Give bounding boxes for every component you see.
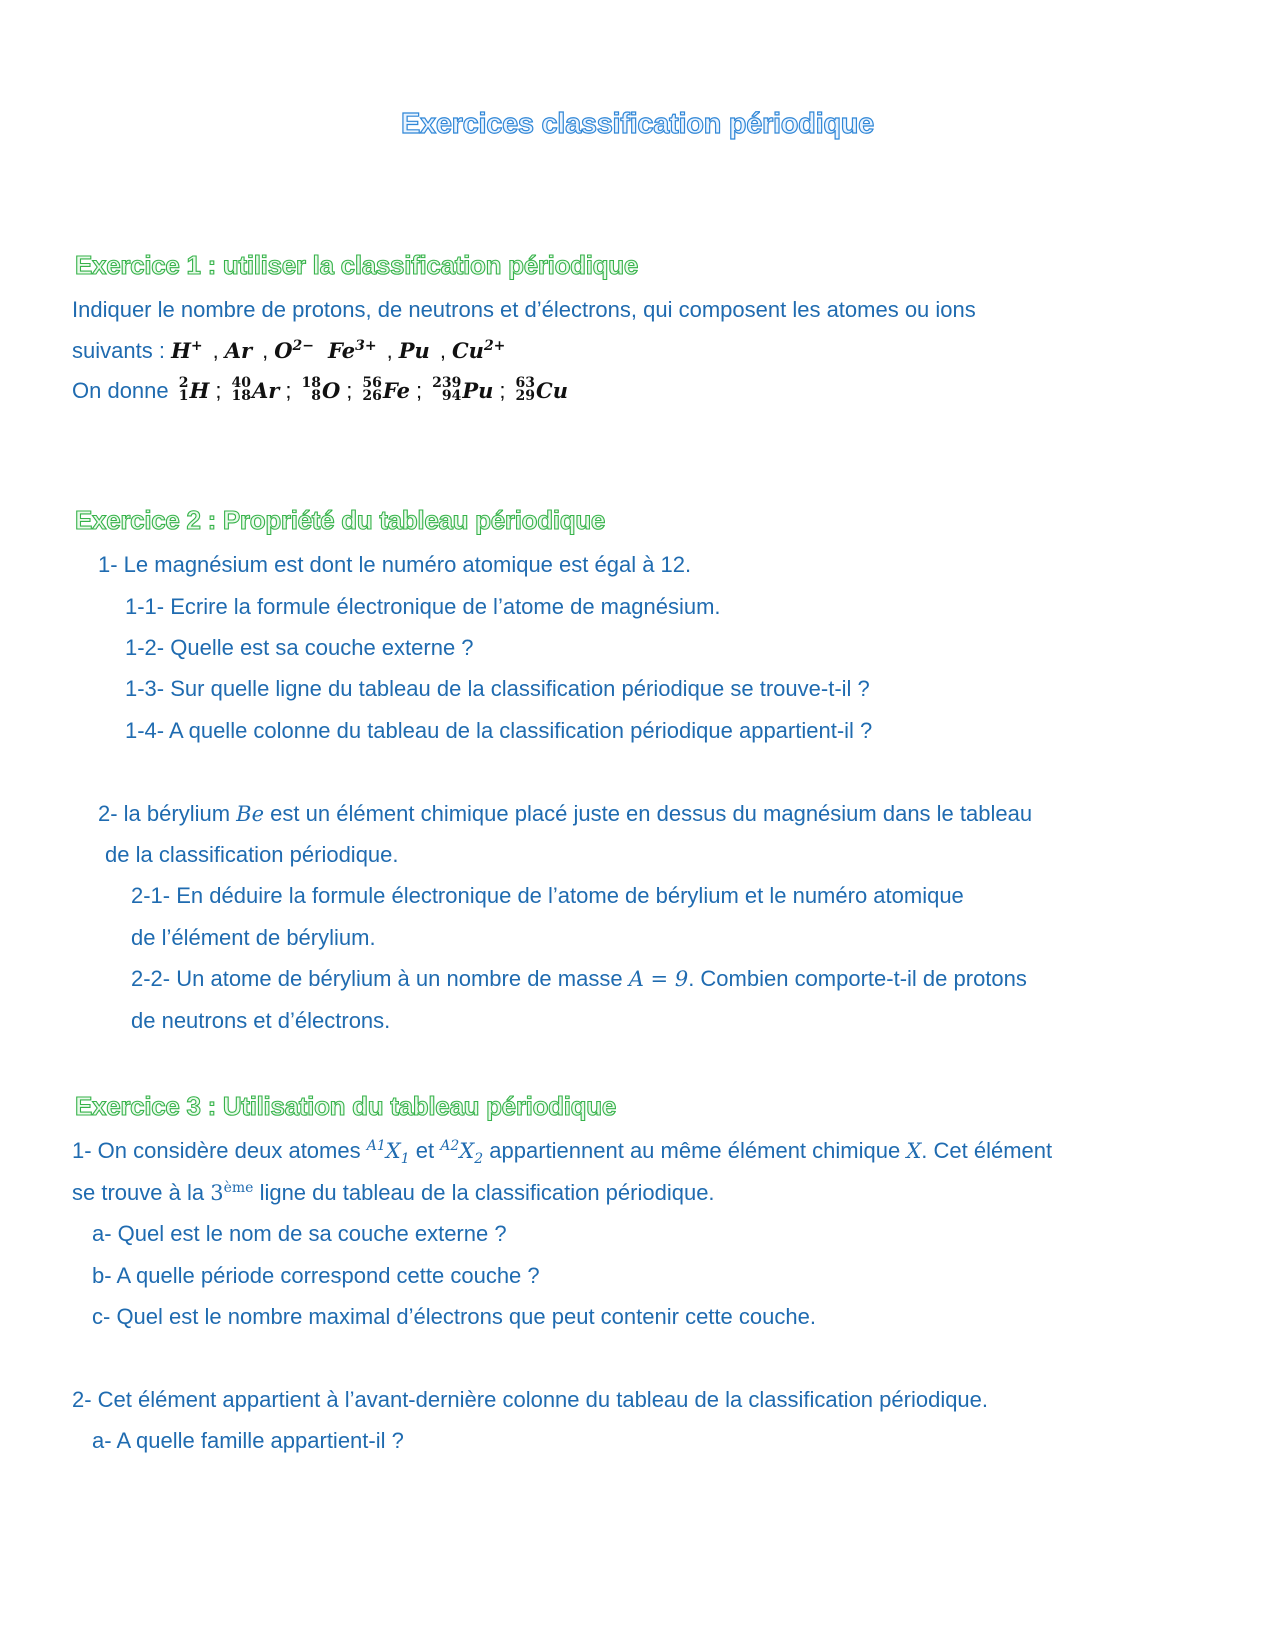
nuclide-cu bbox=[515, 375, 568, 405]
atomic-number: 1 bbox=[178, 388, 189, 405]
ion-pu: Pu bbox=[398, 338, 430, 363]
element-symbol: Pu bbox=[462, 378, 494, 403]
nuclide-o bbox=[301, 375, 341, 405]
exercise-3-q2: 2- Cet élément appartient à l’avant-dernière colonne du tableau de la classification périodique. bbox=[72, 1387, 989, 1412]
ion-fe: $Fe^{3+}$ bbox=[328, 338, 377, 363]
row-number-suffix: ème bbox=[223, 1180, 254, 1196]
mass-number: 2 bbox=[178, 375, 189, 392]
element-symbol: O bbox=[321, 378, 341, 403]
ion-charge: 2+ bbox=[483, 338, 506, 354]
exercise-2-q2-2-line2: de neutrons et d’électrons. bbox=[131, 1008, 391, 1033]
atomic-number: 8 bbox=[311, 388, 321, 405]
q2-rest: est un élément chimique placé juste en dessus du magnésium dans le tableau bbox=[270, 801, 1033, 826]
ion-h: H+ bbox=[171, 338, 203, 363]
exercise-2-q1-1: 1-1- Ecrire la formule électronique de l’atome de magnésium. bbox=[125, 594, 721, 619]
q1-et: et bbox=[415, 1138, 435, 1163]
mass-number: 63 bbox=[515, 375, 535, 392]
exercise-2-q2-2-line1 bbox=[131, 966, 1027, 992]
separator: ; bbox=[346, 378, 353, 403]
row-number-value: 3 bbox=[210, 1181, 224, 1205]
q1-line2-start: se trouve à la bbox=[72, 1180, 205, 1205]
ion-ar: Ar bbox=[224, 338, 253, 363]
ion-cu: $Cu^{2+}$ bbox=[451, 338, 506, 363]
exercise-2-title: Exercice 2 : Propriété du tableau périodique bbox=[75, 505, 606, 535]
q1-line2-end: ligne du tableau de la classification périodique. bbox=[259, 1180, 715, 1205]
element-symbol: Ar bbox=[251, 378, 280, 403]
beryllium-symbol: Be bbox=[236, 802, 265, 826]
mass-number: 18 bbox=[301, 375, 321, 392]
mass-number: 56 bbox=[362, 375, 382, 392]
atom-2-index: 2 bbox=[474, 1151, 484, 1168]
q2-start: 2- la bérylium bbox=[98, 801, 231, 826]
exercise-2-q2-line1 bbox=[98, 801, 1032, 827]
atomic-number: 26 bbox=[362, 388, 382, 405]
atomic-number: 29 bbox=[515, 388, 535, 405]
separator: ; bbox=[415, 378, 423, 403]
exercise-1-title: Exercice 1 : utiliser la classification périodique bbox=[75, 250, 639, 280]
q2-2-start: 2-2- Un atome de bérylium à un nombre de masse bbox=[131, 966, 623, 991]
separator: , bbox=[386, 338, 393, 363]
atom-1 bbox=[366, 1138, 410, 1168]
separator: , bbox=[439, 338, 446, 363]
exercise-1-instruction: Indiquer le nombre de protons, de neutrons et d’électrons, qui composent les atomes ou ions bbox=[72, 297, 976, 322]
exercise-3-qc: c- Quel est le nombre maximal d’électrons que peut contenir cette couche. bbox=[92, 1304, 816, 1329]
atomic-number: 94 bbox=[441, 388, 462, 405]
atomic-number: 18 bbox=[231, 388, 251, 405]
nuclide-ar bbox=[231, 375, 280, 405]
q2-2-rest: . Combien comporte-t-il de protons bbox=[688, 966, 1027, 991]
exercise-3-q2a: a- A quelle famille appartient-il ? bbox=[92, 1428, 404, 1453]
exercise-2-q1-2: 1-2- Quelle est sa couche externe ? bbox=[125, 635, 474, 660]
nuclide-list bbox=[175, 375, 568, 405]
exercise-2-q1-4: 1-4- A quelle colonne du tableau de la classification périodique appartient-il ? bbox=[125, 718, 873, 743]
mass-number: 40 bbox=[231, 375, 251, 392]
element-symbol: Fe bbox=[382, 378, 410, 403]
atom-1-index: 1 bbox=[400, 1151, 410, 1168]
separator: , bbox=[262, 338, 269, 363]
atom-1-mass: A1 bbox=[366, 1138, 386, 1154]
exercise-3-qa: a- Quel est le nom de sa couche externe ? bbox=[92, 1221, 507, 1246]
ion-charge: + bbox=[190, 338, 203, 354]
q1-start: 1- On considère deux atomes bbox=[72, 1138, 361, 1163]
exercise-2-q2-line2: de la classification périodique. bbox=[105, 842, 399, 867]
exercise-2-q1: 1- Le magnésium est dont le numéro atomique est égal à 12. bbox=[98, 552, 692, 577]
ions-prefix: suivants : bbox=[72, 338, 165, 363]
nuclide-h bbox=[178, 375, 210, 405]
element-symbol: Cu bbox=[536, 378, 568, 403]
nuclide-fe bbox=[362, 375, 410, 405]
ions-list bbox=[171, 338, 509, 363]
q1-mid: appartiennent au même élément chimique bbox=[489, 1138, 901, 1163]
ion-charge: 2− bbox=[292, 338, 315, 354]
row-number bbox=[210, 1181, 253, 1205]
ion-o: $O^{2-}$ bbox=[274, 338, 315, 363]
exercise-3-title: Exercice 3 : Utilisation du tableau périodique bbox=[75, 1091, 616, 1121]
exercise-2-q2-1-line2: de l’élément de bérylium. bbox=[131, 925, 376, 950]
exercise-2-q2-1-line1: 2-1- En déduire la formule électronique de l’atome de bérylium et le numéro atomique bbox=[131, 883, 964, 908]
atom-2 bbox=[440, 1138, 484, 1168]
q1-end: . Cet élément bbox=[921, 1138, 1053, 1163]
exercise-2-q1-3: 1-3- Sur quelle ligne du tableau de la classification périodique se trouve-t-il ? bbox=[125, 676, 870, 701]
given-prefix: On donne bbox=[72, 378, 169, 403]
nuclide-pu bbox=[432, 375, 494, 405]
mass-number-equation: A = 9 bbox=[628, 967, 689, 991]
atom-2-symbol: X bbox=[459, 1139, 475, 1163]
separator: ; bbox=[285, 378, 292, 403]
mass-number: 239 bbox=[432, 375, 462, 392]
element-x: X bbox=[906, 1139, 922, 1163]
ion-charge: 3+ bbox=[355, 338, 377, 354]
exercise-3-q1-line1 bbox=[72, 1138, 1052, 1167]
exercise-1-given-line bbox=[72, 375, 568, 405]
document-title: Exercices classification périodique bbox=[400, 108, 875, 140]
exercise-1-ions-line bbox=[72, 338, 509, 364]
atom-2-mass: A2 bbox=[440, 1138, 460, 1154]
element-symbol: H bbox=[189, 378, 210, 403]
separator: ; bbox=[215, 378, 222, 403]
separator: , bbox=[212, 338, 219, 363]
exercise-3-q1-line2 bbox=[72, 1180, 715, 1206]
exercise-3-qb: b- A quelle période correspond cette couche ? bbox=[92, 1263, 540, 1288]
atom-1-symbol: X bbox=[385, 1139, 401, 1163]
separator: ; bbox=[499, 378, 506, 403]
